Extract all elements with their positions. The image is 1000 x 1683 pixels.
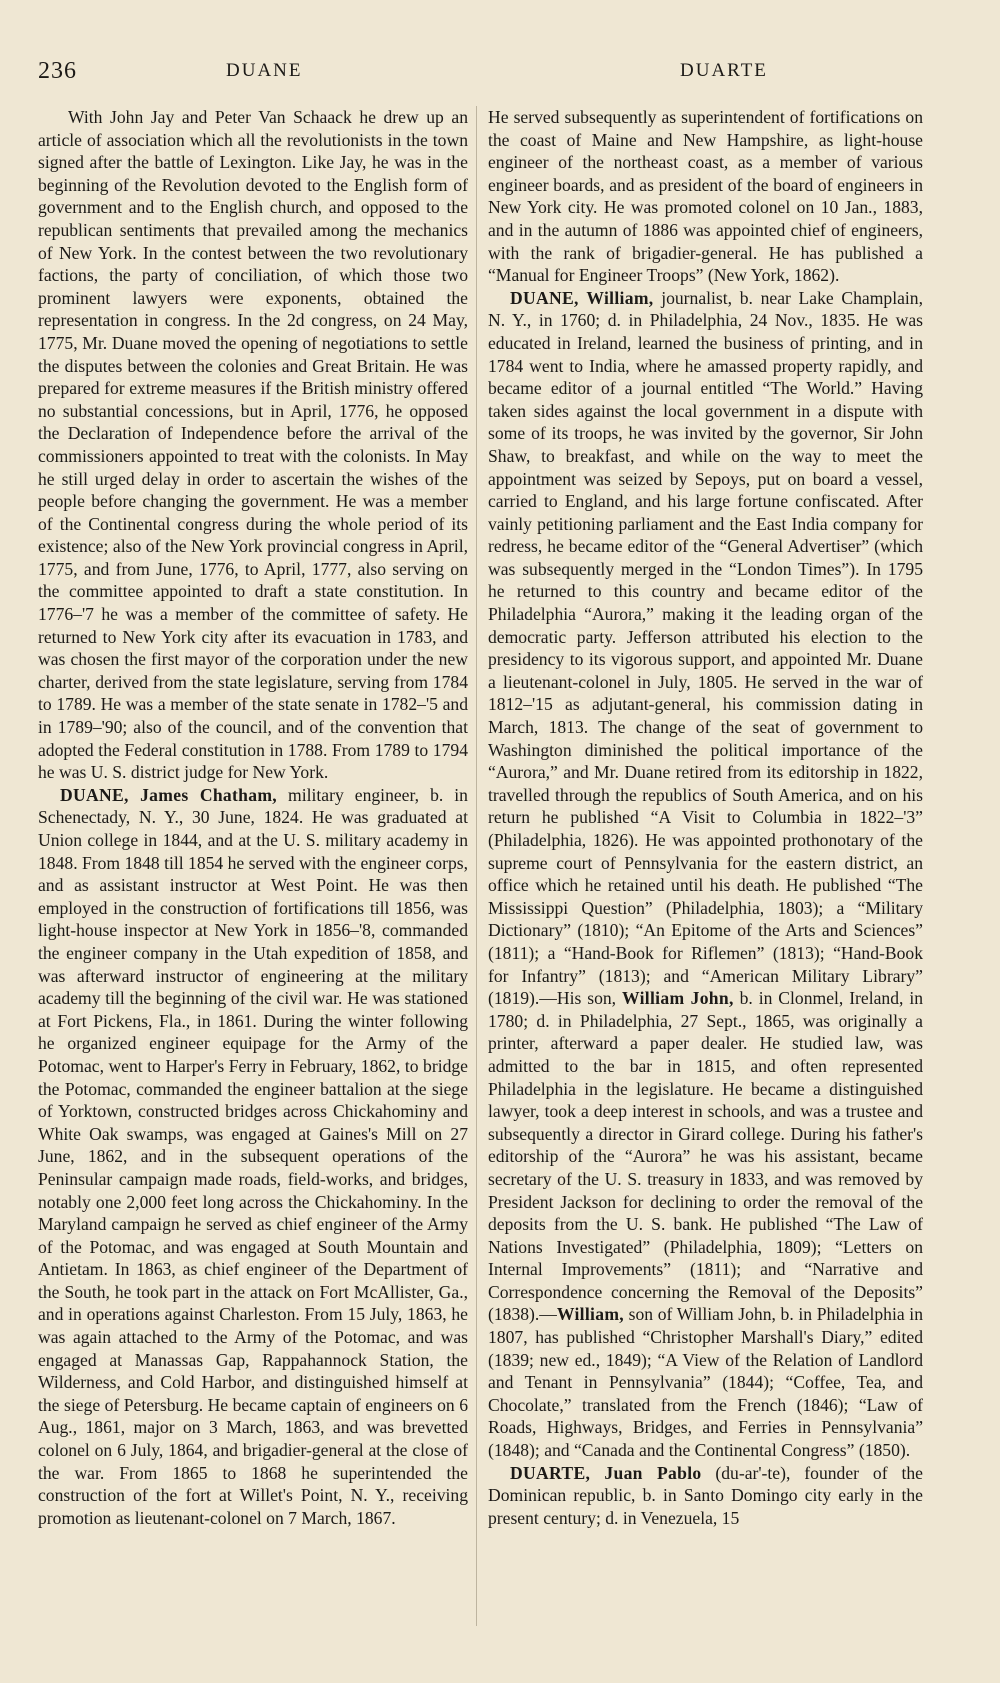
subentry-body-william-john: b. in Clonmel, Ireland, in 1780; d. in Philadelphia, 27 Sept., 1865, was originally a printer, afterward a paper dealer. He studied law, was admitted to the bar in 1815, and often represented Philadelphia in the legislature. He became a distinguished lawyer, took a deep interest in schools, and was a trustee and subsequently a director in Girard college. During his father's editorship of the “Aurora” he was his assistant, became secretary of the U. S. treasury in 1833, and was removed by President Jackson for declining to order the removal of the deposits from the U. S. bank. He published “The Law of Nations Investigated” (Philadelphia, 1809); “Letters on Internal Improvements” (1811); and “Narrative and Correspondence concerning the Removal of the Deposits” (1838).— xyxy=(488,988,924,1325)
subentry-body-william: son of William John, b. in Philadelphia in 1807, has published “Christopher Marshall's Diary,” edited (1839; new ed., 1849); “A View of the Relation of Landlord and Tenant in Pennsylvania” (1844); “Coffee, Tea, and Chocolate,” translated from the French (1846); “Law of Roads, Highways, Bridges, and Ferries in Pennsylvania” (1848); and “Canada and the Continental Congress” (1850). xyxy=(488,1304,923,1461)
left-running-head: DUANE xyxy=(226,60,303,81)
duane-james-continued-paragraph: With John Jay and Peter Van Schaack he drew up an article of association which all the revolutionists in the town signed after the battle of Lexington. Like Jay, he was in the beginning of the Revolution devoted to the English form of government and to the English church, and opposed to the republican sentiments that prevailed among the mechanics of New York. In the contest between the two revolutionary factions, the party of conciliation, of which those two prominent lawyers were exponents, obtained the representation in congress. In the 2d congress, on 24 May, 1775, Mr. Duane moved the opening of negotiations to settle the disputes between the colonies and Great Britain. He was prepared for extreme measures if the British ministry offered no substantial concessions, but in April, 1776, he opposed the Declaration of Independence before the arrival of the commissioners appointed to treat with the colonists. In May he still urged delay in order to ascertain the wishes of the people before changing the government. He was a member of the Continental congress during the whole period of its existence; also of the New York provincial congress in April, 1775, and from June, 1776, to April, 1777, also serving on the committee appointed to draft a state constitution. In 1776–'7 he was a member of the committee of safety. He returned to New York city after its evacuation in 1783, and was chosen the first mayor of the corporation under the new charter, derived from the state legislature, serving from 1784 to 1789. He was a member of the state senate in 1782–'5 and in 1789–'90; also of the council, and of the convention that adopted the Federal constitution in 1788. From 1789 to 1794 he was U. S. district judge for New York. xyxy=(38,107,468,783)
running-head xyxy=(0,58,1000,88)
right-running-head: DUARTE xyxy=(680,60,768,81)
entry-james-chatham-duane xyxy=(38,784,468,1530)
subentry-name-william-john: William John, xyxy=(622,988,734,1009)
entry-body: military engineer, b. in Schenectady, N. Y., 30 June, 1824. He was graduated at Union college in 1844, and at the U. S. military academy in 1848. From 1848 till 1854 he served with the engineer corps, and as assistant instructor at West Point. He was then employed in the construction of fortifications till 1856, was light-house inspector at New York in 1856–'8, commanded the engineer company in the Utah expedition of 1858, and was afterward instructor of engineering at the military academy till the beginning of the civil war. He was stationed at Fort Pickens, Fla., in 1861. During the winter following he organized engineer equipage for the Army of the Potomac, went to Harper's Ferry in February, 1862, to bridge the Potomac, commanded the engineer battalion at the siege of Yorktown, constructed bridges across Chickahominy and White Oak swamps, was engaged at Gaines's Mill on 27 June, 1862, and in the subsequent operations of the Peninsular campaign made roads, field-works, and bridges, notably one 2,000 feet long across the Chickahominy. In the Maryland campaign he served as chief engineer of the Army of the Potomac, and was engaged at South Mountain and Antietam. In 1863, as chief engineer of the Department of the South, he took part in the attack on Fort McAllister, Ga., and in operations against Charleston. From 15 July, 1863, he was again attached to the Army of the Potomac, and was engaged at Manassas Gap, Rappahannock Station, the Wilderness, and Cold Harbor, and distinguished himself at the siege of Petersburg. He became captain of engineers on 6 Aug., 1861, major on 3 March, 1863, and was brevetted colonel on 6 July, 1864, and brigadier-general at the close of the war. From 1865 to 1868 he superintended the construction of the fort at Willet's Point, N. Y., receiving promotion as lieutenant-colonel on 7 March, 1867. xyxy=(38,784,468,1528)
entry-headword: DUANE, William, xyxy=(510,287,654,308)
column-divider xyxy=(476,106,477,1626)
left-column xyxy=(38,106,468,1529)
entry-headword: DUANE, James Chatham, xyxy=(60,784,278,805)
right-column xyxy=(488,106,923,1529)
entry-body: journalist, b. near Lake Champlain, N. Y., in 1760; d. in Philadelphia, 24 Nov., 1835. He was educated in Ireland, learned the business of printing, and in 1784 went to India, where he amassed property rapidly, and became editor of a journal entitled “The World.” Having taken sides against the local government in a dispute with some of its troops, he was invited by the governor, Sir John Shaw, to breakfast, and while on the way to meet the appointment was seized by Sepoys, put on board a vessel, carried to England, and his large fortune confiscated. After vainly petitioning parliament and the East India company for redress, he became editor of the “General Advertiser” (which was subsequently merged in the “London Times”). In 1795 he returned to this country and became editor of the Philadelphia “Aurora,” making it the leading organ of the democratic party. Jefferson attributed his election to the presidency to its vigorous support, and appointed Mr. Duane a lieutenant-colonel in July, 1805. He served in the war of 1812–'15 as adjutant-general, his commission dating in March, 1813. The change of the seat of government to Washington diminished the political importance of the “Aurora,” and Mr. Duane retired from its editorship in 1822, travelled through the republics of South America, and on his return he published “A Visit to Columbia in 1822–'3” (Philadelphia, 1826). He was appointed prothonotary of the supreme court of Pennsylvania for the eastern district, an office which he retained until his death. He published “The Mississippi Question” (Philadelphia, 1803); a “Military Dictionary” (1810); “An Epitome of the Arts and Sciences” (1811); a “Hand-Book for Riflemen” (1813); “Hand-Book for Infantry” (1813); and “American Military Library” (1819).—His son, xyxy=(488,287,923,1009)
subentry-name-william: William, xyxy=(556,1304,624,1325)
page-number: 236 xyxy=(38,58,77,84)
james-chatham-duane-continued-paragraph: He served subsequently as superintendent of fortifications on the coast of Maine and New Hampshire, as light-house engineer of the northeast coast, as a member of various engineer boards, and as president of the board of engineers in New York city. He was promoted colonel on 10 Jan., 1883, and in the autumn of 1886 was appointed chief of engineers, with the rank of brigadier-general. He has published a “Manual for Engineer Troops” (New York, 1862). xyxy=(488,107,923,286)
entry-william-duane xyxy=(488,287,923,1462)
entry-juan-pablo-duarte xyxy=(488,1462,923,1530)
entry-headword: DUARTE, Juan Pablo xyxy=(510,1462,702,1483)
entry-body: (du-ar'-te), founder of the Dominican republic, b. in Santo Domingo city early in the present century; d. in Venezuela, 15 xyxy=(488,1462,923,1528)
